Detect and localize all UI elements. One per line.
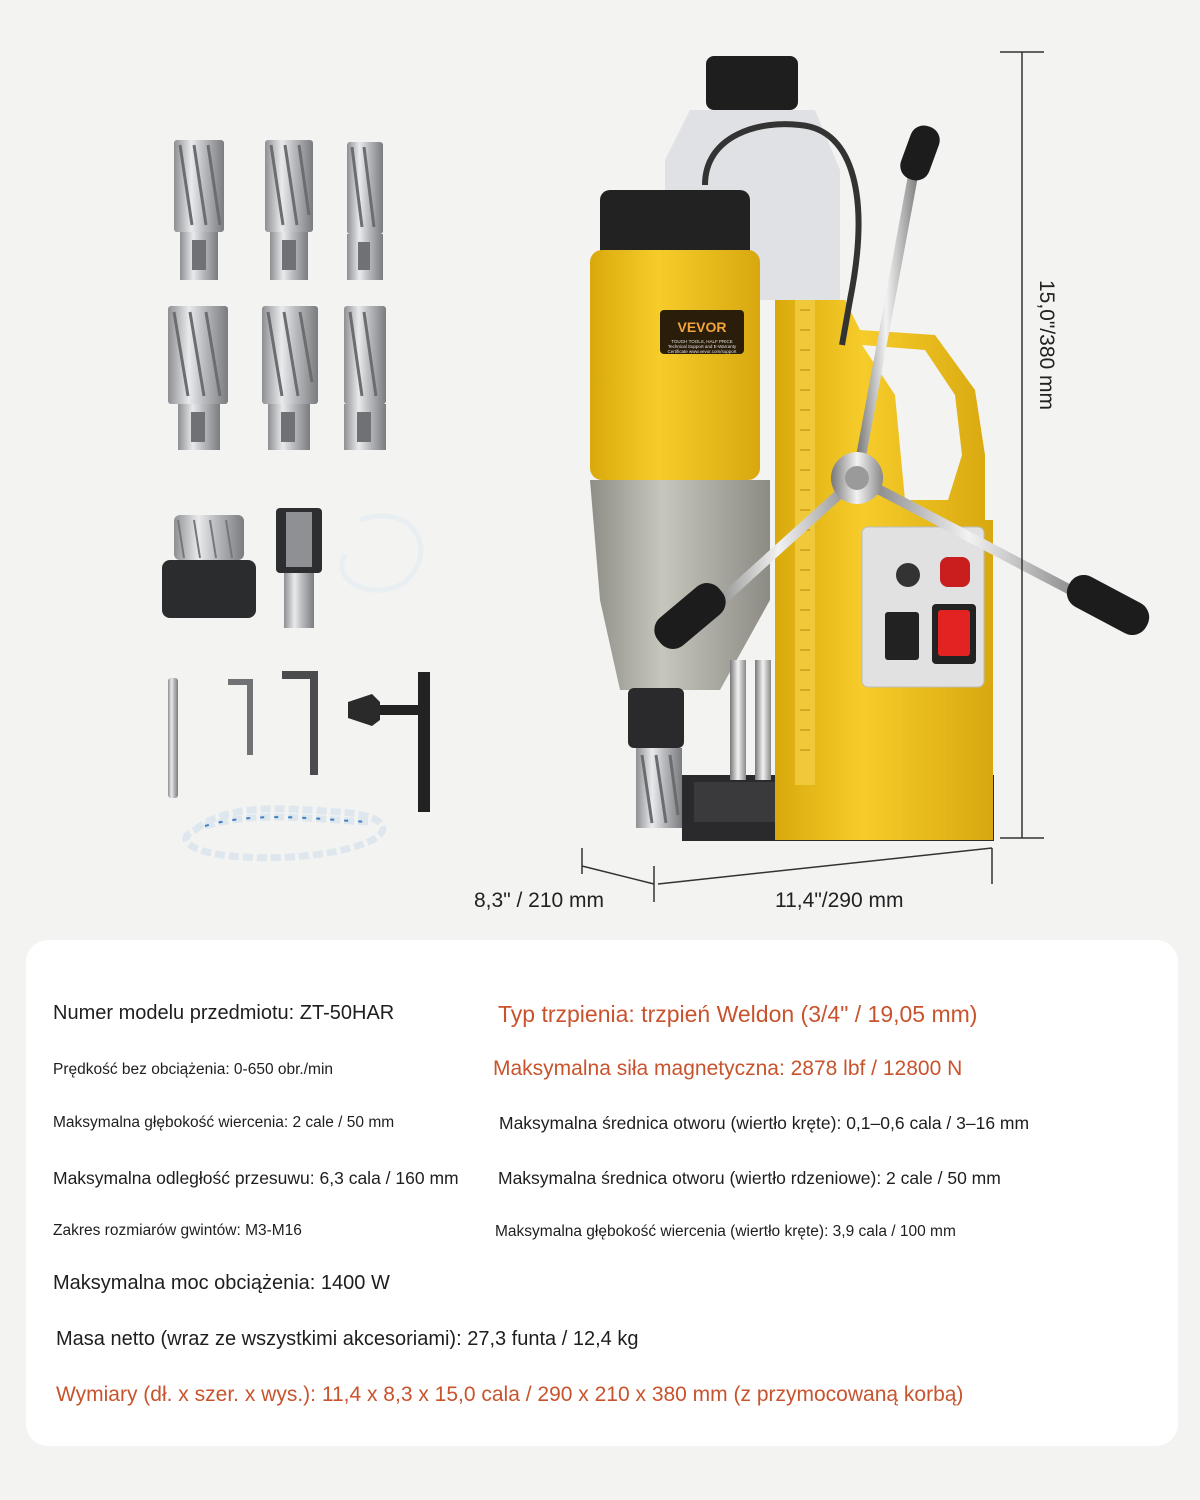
coolant-tube <box>342 516 421 590</box>
spec-magnetic-force: Maksymalna siła magnetyczna: 2878 lbf / 12800 N <box>493 1057 963 1080</box>
adapter-arbor <box>276 508 322 628</box>
spec-core-diameter: Maksymalna średnica otworu (wiertło rdzeniowe): 2 cale / 50 mm <box>498 1168 1001 1188</box>
specifications-card <box>26 940 1178 1446</box>
spec-twist-diameter: Maksymalna średnica otworu (wiertło kręte): 0,1–0,6 cala / 3–16 mm <box>499 1113 1030 1133</box>
hand-tools <box>168 672 430 812</box>
spec-drill-depth: Maksymalna głębokość wiercenia: 2 cale / 50 mm <box>53 1114 395 1131</box>
label-line-2: Technical Support and E-Warranty <box>667 344 737 349</box>
spec-travel: Maksymalna odległość przesuwu: 6,3 cala / 160 mm <box>53 1168 459 1188</box>
label-line-3: Certificate www.vevor.com/support <box>667 349 737 354</box>
drill-chuck <box>162 515 256 618</box>
cutter-4 <box>168 306 228 450</box>
dimension-height-label: 15,0"/380 mm <box>1035 279 1058 411</box>
spec-twist-depth: Maksymalna głębokość wiercenia (wiertło kręte): 3,9 cala / 100 mm <box>495 1223 956 1240</box>
dimension-width-label: 11,4"/290 mm <box>775 889 904 912</box>
spec-weight: Masa netto (wraz ze wszystkimi akcesoriami): 27,3 funta / 12,4 kg <box>56 1328 639 1350</box>
brand-logo: VEVOR <box>677 319 727 335</box>
spec-speed: Prędkość bez obciążenia: 0-650 obr./min <box>53 1061 334 1078</box>
spec-thread: Zakres rozmiarów gwintów: M3-M16 <box>53 1222 302 1239</box>
dimension-depth-label: 8,3" / 210 mm <box>474 889 605 912</box>
label-line-1: TOUGH TOOLS, HALF PRICE <box>671 339 733 344</box>
spec-model: Numer modelu przedmiotu: ZT-50HAR <box>53 1002 395 1024</box>
cutter-2 <box>265 140 313 280</box>
annular-cutters <box>168 140 386 450</box>
spec-dimensions: Wymiary (dł. x szer. x wys.): 11,4 x 8,3 x 15,0 cala / 290 x 210 x 380 mm (z przymocowaną korbą) <box>56 1383 964 1406</box>
magnetic-drill <box>590 56 1155 841</box>
safety-rope <box>186 809 383 858</box>
cutter-5 <box>262 306 318 450</box>
spec-shank: Typ trzpienia: trzpień Weldon (3/4" / 19,05 mm) <box>498 1001 978 1027</box>
spec-power: Maksymalna moc obciążenia: 1400 W <box>53 1272 390 1294</box>
cutter-1 <box>174 140 224 280</box>
cutter-3 <box>347 142 383 280</box>
cutter-6 <box>344 306 386 450</box>
